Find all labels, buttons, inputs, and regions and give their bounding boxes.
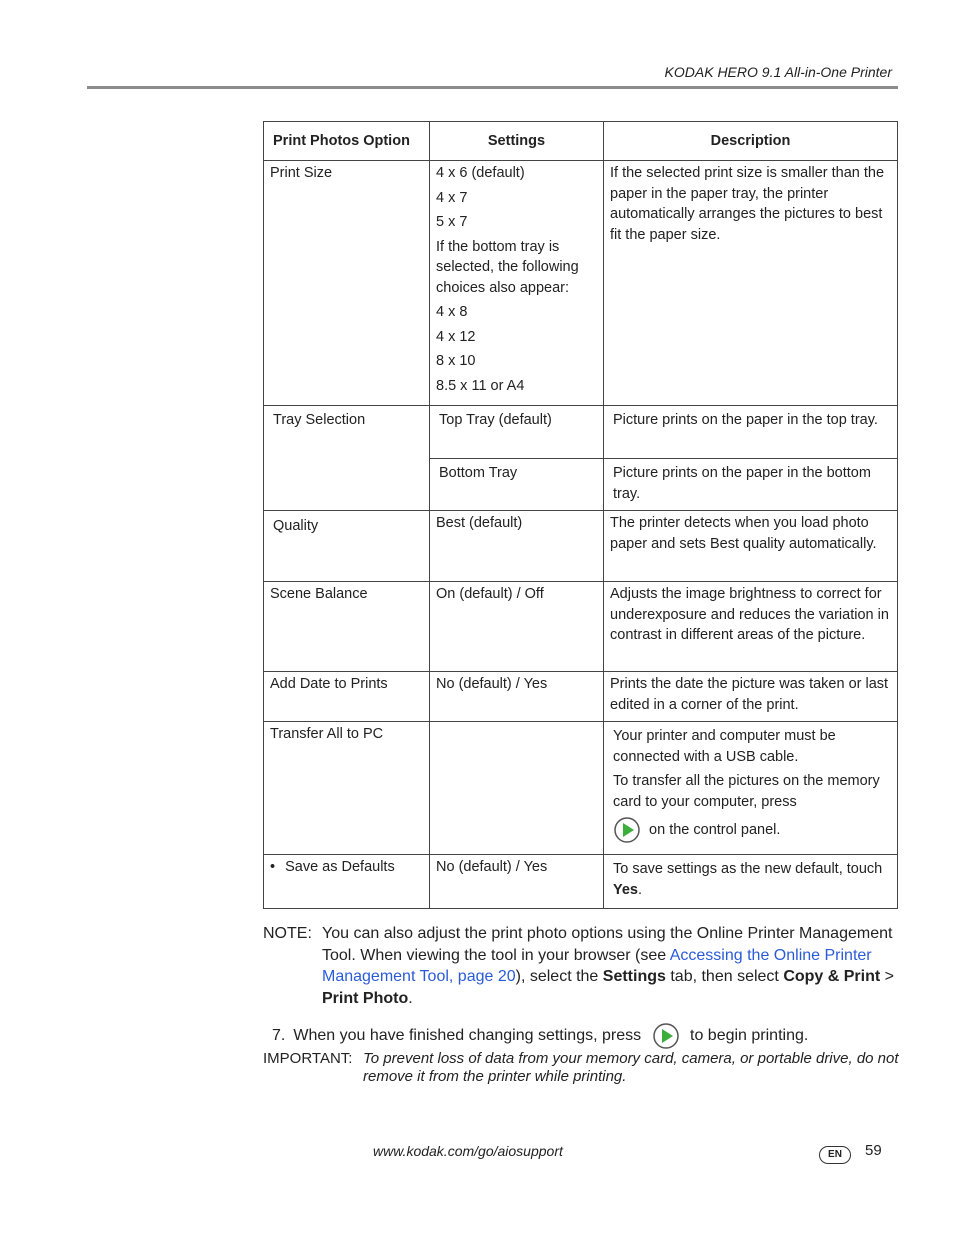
description-text: Your printer and computer must be connected with a USB cable. bbox=[613, 728, 836, 765]
description-text: Picture prints on the paper in the bottom tray. bbox=[613, 465, 871, 502]
setting-bottom-tray bbox=[430, 459, 604, 511]
setting-value: 4 x 8 bbox=[436, 304, 468, 320]
description-text: . bbox=[638, 881, 643, 898]
description-top-tray bbox=[604, 406, 898, 459]
table-row-quality bbox=[264, 511, 898, 582]
option-label: Tray Selection bbox=[273, 412, 366, 428]
column-header-settings: Settings bbox=[430, 122, 604, 161]
note-bold: Copy & Print bbox=[783, 968, 881, 985]
description-text: Picture prints on the paper in the top tray. bbox=[613, 412, 878, 428]
running-header: KODAK HERO 9.1 All-in-One Printer bbox=[664, 64, 892, 80]
start-button-icon bbox=[652, 1022, 680, 1050]
option-quality bbox=[264, 511, 430, 582]
description-bold: Yes bbox=[613, 881, 638, 898]
note-text-part: You can also adjust the print photo options using the Online Printer Management Tool. When viewing the tool in your browser (see bbox=[322, 925, 893, 964]
note-label: NOTE: bbox=[263, 925, 312, 942]
column-header-description: Description bbox=[604, 122, 898, 161]
table-row-scene-balance bbox=[264, 582, 898, 672]
online-tool-link[interactable]: Accessing the Online Printer Management Tool, page 20 bbox=[322, 946, 872, 985]
description-scene-balance: Adjusts the image brightness to correct for underexposure and reduces the variation in contrast in different areas of the picture. bbox=[604, 582, 898, 672]
setting-value: Bottom Tray bbox=[439, 465, 518, 481]
footer-url: www.kodak.com/go/aiosupport bbox=[373, 1143, 563, 1159]
page-number: 59 bbox=[865, 1142, 882, 1159]
setting-value: Top Tray (default) bbox=[439, 412, 552, 428]
header-rule bbox=[87, 86, 898, 89]
setting-top-tray bbox=[430, 406, 604, 459]
step-number: 7. bbox=[272, 1027, 286, 1045]
description-text: To save settings as the new default, touch bbox=[613, 861, 883, 877]
note-text-part: ), select the bbox=[515, 968, 603, 985]
setting-value: 5 x 7 bbox=[436, 214, 468, 230]
table-row-add-date bbox=[264, 672, 898, 722]
settings-print-size bbox=[430, 161, 604, 406]
option-label: Save as Defaults bbox=[285, 859, 395, 875]
option-tray-selection bbox=[264, 406, 430, 511]
setting-value: 8 x 10 bbox=[436, 353, 476, 369]
setting-add-date: No (default) / Yes bbox=[430, 672, 604, 722]
step-text-end: to begin printing. bbox=[690, 1027, 809, 1045]
description-text bbox=[613, 816, 891, 844]
option-label: Quality bbox=[273, 518, 319, 534]
setting-value: 4 x 12 bbox=[436, 328, 476, 345]
option-add-date: Add Date to Prints bbox=[264, 672, 430, 722]
setting-transfer-all bbox=[430, 722, 604, 855]
setting-quality: Best (default) bbox=[430, 511, 604, 582]
important-text: To prevent loss of data from your memory card, camera, or portable drive, do not remove it from the printer while printing. bbox=[363, 1050, 899, 1085]
table-row-tray-top bbox=[264, 406, 898, 459]
description-transfer-all bbox=[604, 722, 898, 855]
settings-note: If the bottom tray is selected, the following choices also appear: bbox=[436, 238, 579, 296]
note-text-part: > bbox=[880, 968, 894, 985]
setting-value: 8.5 x 11 or A4 bbox=[436, 377, 525, 394]
note-text-part: . bbox=[408, 989, 413, 1007]
option-save-defaults bbox=[264, 855, 430, 909]
step-7 bbox=[272, 1022, 808, 1050]
important-label: IMPORTANT: bbox=[263, 1050, 353, 1067]
setting-save-defaults: No (default) / Yes bbox=[430, 855, 604, 909]
table-row-transfer-all bbox=[264, 722, 898, 855]
description-text: To transfer all the pictures on the memory card to your computer, press bbox=[613, 773, 880, 810]
step-text: When you have finished changing settings, press bbox=[293, 1027, 642, 1045]
description-text-end: on the control panel. bbox=[649, 821, 781, 838]
note-text bbox=[322, 923, 903, 1009]
table-row-print-size bbox=[264, 161, 898, 406]
setting-scene-balance: On (default) / Off bbox=[430, 582, 604, 672]
option-transfer-all: Transfer All to PC bbox=[264, 722, 430, 855]
setting-value: 4 x 7 bbox=[436, 189, 468, 206]
column-header-option: Print Photos Option bbox=[264, 122, 430, 161]
print-photos-options-table bbox=[263, 121, 898, 909]
option-print-size: Print Size bbox=[264, 161, 430, 406]
description-quality: The printer detects when you load photo paper and sets Best quality automatically. bbox=[604, 511, 898, 582]
setting-value: 4 x 6 (default) bbox=[436, 165, 525, 181]
description-add-date: Prints the date the picture was taken or last edited in a corner of the print. bbox=[604, 672, 898, 722]
note-bold: Print Photo bbox=[322, 989, 409, 1007]
bullet: • bbox=[270, 859, 276, 875]
description-print-size: If the selected print size is smaller than the paper in the paper tray, the printer automatically arranges the pictures to best fit the paper size. bbox=[604, 161, 898, 406]
note-block bbox=[263, 923, 903, 1009]
start-button-icon bbox=[613, 816, 641, 844]
table-header-row bbox=[264, 122, 898, 161]
option-scene-balance: Scene Balance bbox=[264, 582, 430, 672]
note-bold: Settings bbox=[602, 968, 666, 985]
description-bottom-tray bbox=[604, 459, 898, 511]
language-badge: EN bbox=[819, 1146, 851, 1164]
important-block bbox=[263, 1050, 903, 1086]
table-row-save-defaults bbox=[264, 855, 898, 909]
description-save-defaults bbox=[604, 855, 898, 909]
note-text-part: tab, then select bbox=[665, 968, 784, 985]
